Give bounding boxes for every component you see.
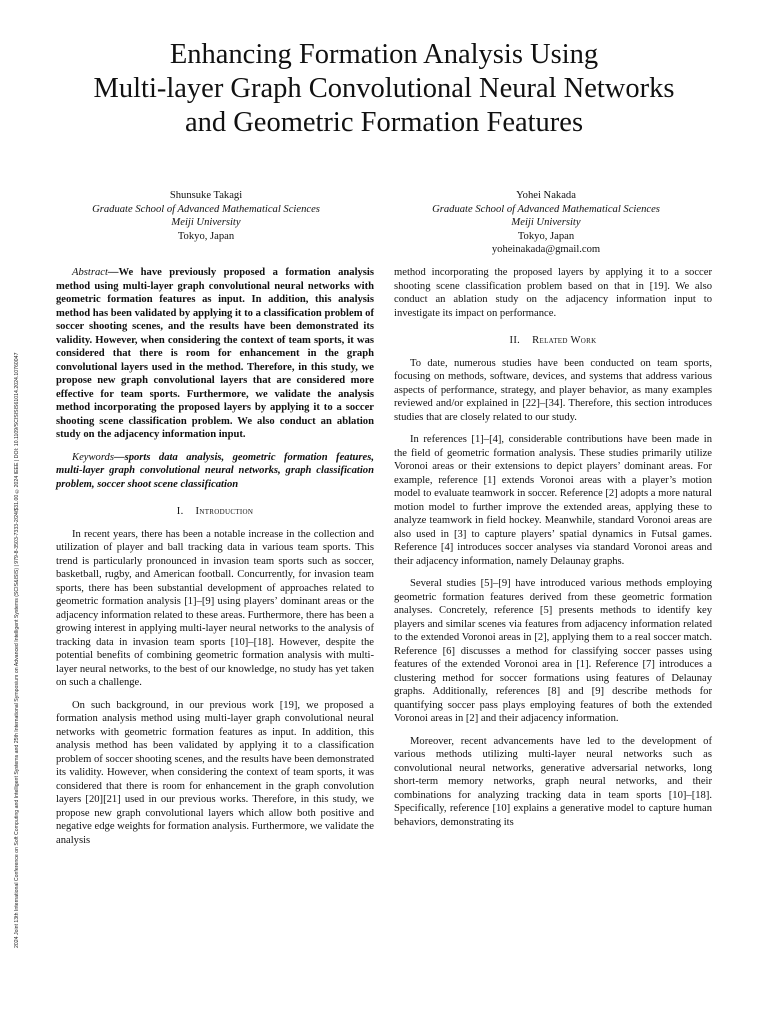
paragraph: Several studies [5]–[9] have introduced various methods employing geometric formation features derived from these geometric formation analyses. Concretely, reference [5] presents methods to identify key players and similar scenes via features from adjacency information related to the extended Voronoi areas in [2], applying them to a real soccer match. Reference [6] discusses a method for classifying soccer passes using features of the extended Voronoi area in [1]. Reference [7] introduces a clustering method for soccer formations using features of Delaunay graphs. Additionally, references [8] and [9] describe methods for quantifying soccer pass plays employing features of both the extended Voronoi areas in [2] and their adjacency information. [394, 578, 712, 724]
author-location: Tokyo, Japan [517, 230, 575, 242]
author-block-1 [46, 189, 366, 243]
section-name: Related Work [532, 335, 597, 346]
abstract-text: —We have previously proposed a formation analysis method using multi-layer graph convolutional neural networks with geometric formation features as input. In addition, this analysis method has been validated by applying it to a classification problem of soccer shooting scenes, and the results have been demonstrated its validity. However, when considering the context of team sports, it was considered that there is room for enhancement in the graph convolutional layers used in the method. Therefore, in this study, we propose new graph convolutional layers that are considered more effective for team sports. Furthermore, we validate the analysis method incorporating the proposed layers by applying it to a soccer shooting scene classification problem. We also conduct an ablation study on the adjacency information input. [56, 267, 374, 440]
section-number: II. [509, 335, 521, 346]
left-column [56, 266, 374, 856]
section-name: Introduction [195, 506, 254, 517]
keywords [56, 451, 374, 492]
abstract [56, 266, 374, 442]
keywords-text: —sports data analysis, geometric formation features, multi-layer graph convolutional neural networks, graph classification problem, soccer shoot scene classification [56, 451, 374, 490]
paper-title [40, 38, 728, 140]
publication-info-sidebar: 2024 Joint 13th International Conference on Soft Computing and Intelligent Systems and 25th International Symposium on Advanced Intelligent Systems (SCIS&ISIS) | 979-8-3503-7333-2/24/$31.00 ©2024 IEEE | DOI: 10.1109/SCISISIS61014.2024.10760047 [14, 352, 20, 948]
title-line: Enhancing Formation Analysis Using [169, 39, 599, 70]
author-university: Meiji University [171, 217, 241, 229]
paragraph: To date, numerous studies have been conducted on team sports, focusing on methods, software, devices, and systems that address various aspects of performance, strategy, and player behavior, as many examples reviewed and/or explained in [22]–[34]. Therefore, this section introduces studies that are closely related to our study. [394, 357, 712, 423]
author-department: Graduate School of Advanced Mathematical Sciences [432, 203, 660, 215]
paragraph: In recent years, there has been a notable increase in the collection and utilization of player and ball tracking data in various team sports. This trend is particularly pronounced in invasion team sports such as soccer, basketball, rugby, and American football. Concurrently, for invasion team sports, there has been substantial development of approaches related to geometric formation analysis [1]–[9] using players’ dominant areas or the adjacency information related to these areas. Furthermore, there has been a growing interest in applying multi-layer neural networks to the analysis of tracking data in invasion team sports [10]–[18]. However, despite the potential benefits of combining geometric formation analysis with multi-layer neural networks, to the best of our knowledge, no study has yet taken on such a challenge. [56, 528, 374, 688]
author-block-2 [386, 189, 706, 257]
paragraph: On such background, in our previous work [19], we proposed a formation analysis method using multi-layer graph convolutional neural networks with geometric formation features as input. In addition, this analysis method has been validated by applying it to a classification problem of soccer shooting scenes, and the results have been demonstrated its validity. However, when considering the context of team sports, it was considered that there is room for enhancement in the graph convolution layers [20][21] used in our previous works. Therefore, in this study, we propose new graph convolutional layers which allow both positive and negative edge weights for formation analysis. Furthermore, we validate the analysis [56, 699, 375, 846]
paragraph: Moreover, recent advancements have led to the development of various methods utilizing multi-layer neural networks such as convolutional neural networks, generative adversarial networks, long short-term memory networks, graph neural networks, and their combinations for analyzing tracking data in team sports [10]–[18]. Specifically, reference [10] explains a generative model to capture human behaviors, demonstrating its [394, 735, 712, 828]
author-department: Graduate School of Advanced Mathematical Sciences [92, 203, 320, 215]
right-column [394, 266, 712, 838]
title-line: Multi-layer Graph Convolutional Neural Networks [93, 73, 675, 104]
author-email[interactable]: yoheinakada@gmail.com [491, 244, 601, 256]
keywords-label: Keywords [72, 451, 114, 463]
author-name: Shunsuke Takagi [169, 190, 243, 201]
author-name: Yohei Nakada [516, 190, 576, 201]
title-line: and Geometric Formation Features [184, 107, 584, 138]
author-location: Tokyo, Japan [177, 230, 235, 242]
section-heading-introduction [56, 505, 374, 519]
paragraph: method incorporating the proposed layers by applying it to a soccer shooting scene classification problem based on that in [19]. We also conduct an ablation study on the adjacency information input to investigate its impact on performance. [394, 267, 712, 319]
section-heading-related-work [394, 334, 712, 348]
author-university: Meiji University [511, 217, 581, 229]
section-number: I. [176, 506, 184, 517]
paragraph: In references [1]–[4], considerable contributions have been made in the field of geometric formation analysis. These studies primarily utilize Voronoi areas or their extensions to depict players’ dominant areas. For example, reference [1] extends Voronoi areas with a player’s motion model to evaluate teamwork in soccer. Reference [2] adopts a more natural motion model to further improve the extended areas, applying these to analyze teamwork in field hockey. Meanwhile, standard Voronoi areas are also used in [3] to capture players’ spatial dynamics in Futsal games. Reference [4] introduces soccer analyses via standard Voronoi areas and their adjacency information, namely Delaunay graphs. [394, 434, 712, 567]
abstract-label: Abstract [72, 267, 108, 278]
